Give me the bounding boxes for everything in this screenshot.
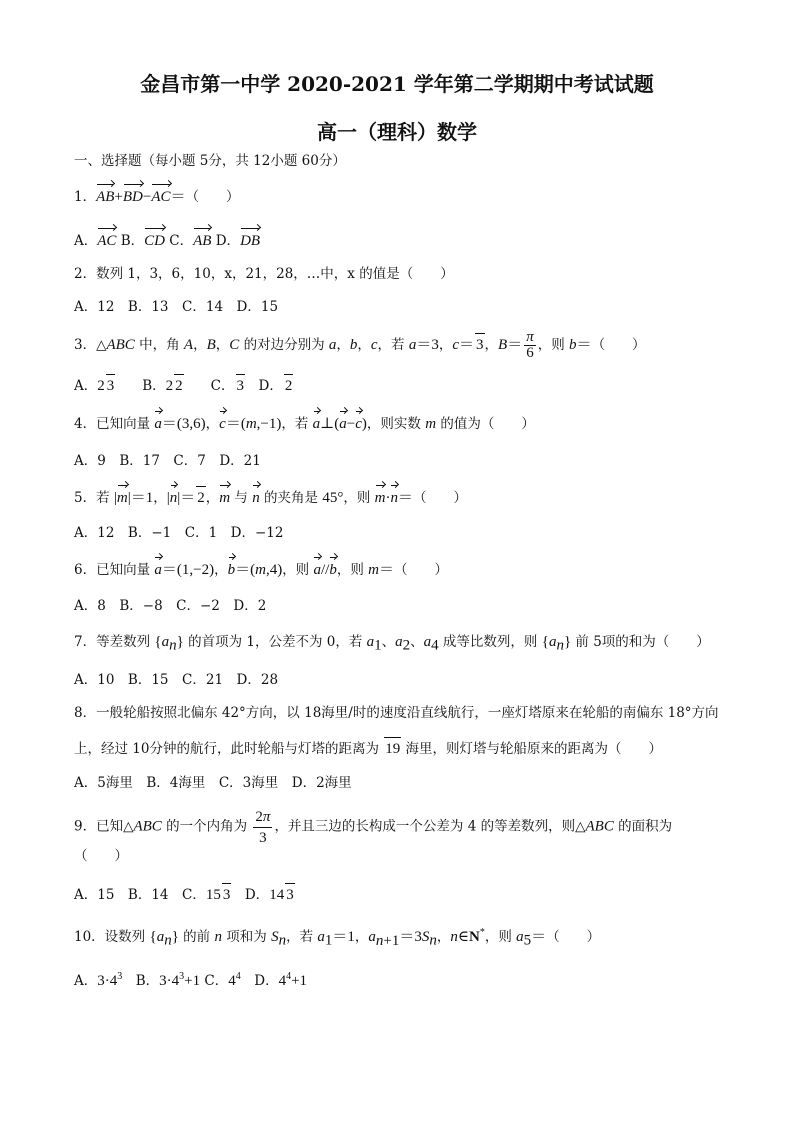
- section-heading: 一、选择题（每小题 5分，共 12小题 60分）: [74, 153, 346, 169]
- question-4-stem: 4．已知向量 a＝(3,6)，c＝(m,−1)，若 a⊥(a−c)，则实数 m 的值为（ ）: [74, 413, 734, 435]
- question-9-options: A．15 B．14 C．15 3 D．14 3: [74, 883, 734, 906]
- question-10-options: A．$3\cdot 4^3$ B．$3\cdot 4^3+1$ C．$4^4$ D．$4^4+1$: [74, 971, 308, 989]
- question-6-options: A．8 B．−8 C．−2 D．2: [74, 598, 267, 614]
- question-7-stem: 7．等差数列 $\{a_n\}$ 的首项为 1，公差不为 0，若 $a_1$、$a_2$、$a_4$ 成等比数列，则 $\{a_n\}$ 前 5项的和为（ ）: [74, 634, 710, 654]
- question-1-stem: 1．AB+BD−AC＝（ ）: [74, 186, 734, 208]
- question-5-stem: 5．若 |m|＝1，|n|＝ 2，m 与 n 的夹角是 45°，则 m·n＝（ ）: [74, 486, 734, 509]
- question-9-stem-line2: （ ）: [74, 848, 128, 864]
- question-3-options: A．2 3 B．2 2 C． 3 D． 2: [74, 374, 734, 397]
- question-2-options: A．12 B．13 C．14 D．15: [74, 299, 279, 315]
- question-1-options: A．AC B．CD C．AB D．DB: [74, 230, 734, 252]
- question-10-stem: 10．设数列 $\{a_n\}$ 的前 n 项和为 $S_n$，若 $a_1=1$，$a_{n+1}=3S_n$，n∈N*，则 $a_5=$（ ）: [74, 927, 601, 949]
- question-9-stem-line1: 9．已知△ABC 的一个内角为 $\frac{2\pi}{3}$ ，并且三边的长构成一个公差为 4 的等差数列，则△ABC 的面积为: [74, 806, 734, 848]
- question-4-options: A．9 B．17 C．7 D．21: [74, 453, 261, 469]
- exam-title: 金昌市第一中学 2020-2021 学年第二学期期中考试试题: [140, 72, 654, 96]
- question-8-stem-line2: 上，经过 10分钟的航行，此时轮船与灯塔的距离为 19 海里，则灯塔与轮船原来的距离为（ ）: [74, 737, 734, 760]
- question-2-stem: 2．数列 1，3，6，10，x，21，28，…中，x 的值是（ ）: [74, 266, 454, 282]
- question-8-stem-line1: 8．一般轮船按照北偏东 42°方向，以 18海里/时的速度沿直线航行，一座灯塔原来在轮船的南偏东 18°方向: [74, 705, 719, 721]
- question-7-options: A．10 B．15 C．21 D．28: [74, 672, 279, 688]
- question-6-stem: 6．已知向量 a＝(1,−2)，b＝(m,4)，则 a//b，则 m＝（ ）: [74, 559, 734, 581]
- question-8-options: A．5海里 B．4海里 C．3海里 D．2海里: [74, 775, 352, 791]
- question-5-options: A．12 B．−1 C．1 D．−12: [74, 525, 284, 541]
- question-3-stem: 3．△ABC 中，角 A，B，C 的对边分别为 a，b，c，若 a＝3，c＝ 3，B＝ $\frac{\pi}{6}$ ，则 b＝（ ）: [74, 329, 646, 361]
- exam-subtitle: 高一（理科）数学: [317, 120, 477, 144]
